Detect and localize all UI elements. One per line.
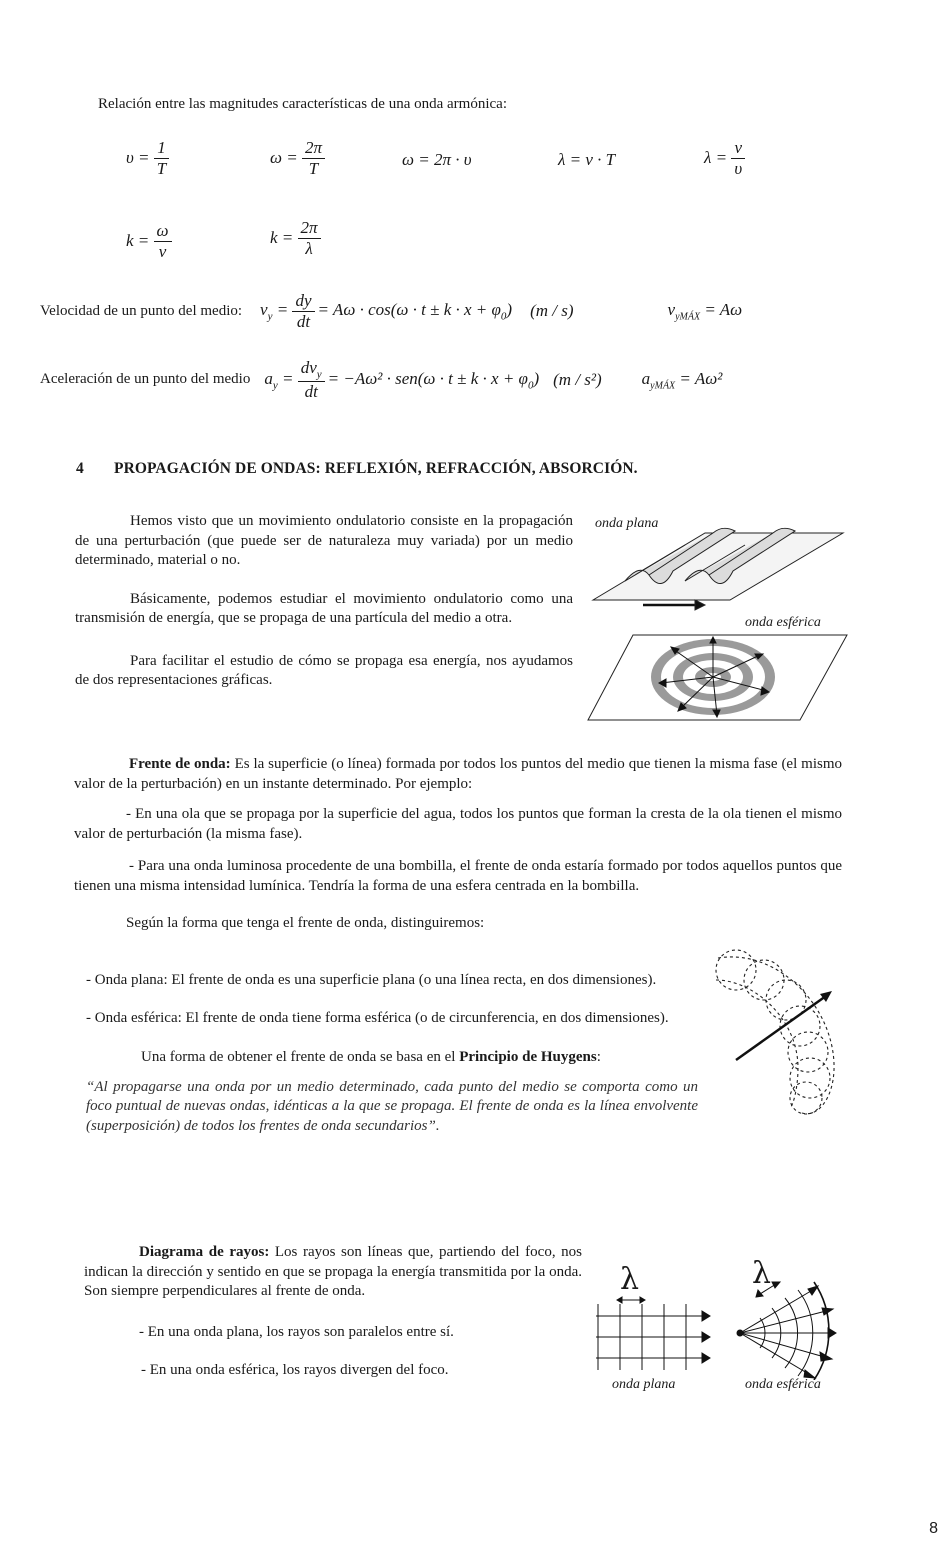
ray-diagrams bbox=[592, 1280, 854, 1380]
spherical-wave-figure bbox=[588, 635, 847, 720]
paragraph-3: Para facilitar el estudio de cómo se propaga esa energía, nos ayudamos de dos representaciones gráficas. bbox=[75, 652, 573, 688]
example-1: - En una ola que se propaga por la superficie del agua, todos los puntos que forman la cresta de la ola tienen el mismo valor de perturbación (la misma fase). bbox=[74, 806, 842, 842]
rayos-title: Diagrama de rayos: bbox=[139, 1244, 270, 1260]
rayos-section bbox=[84, 1243, 582, 1381]
formula-omega-frequency: ω = 2π · υ bbox=[402, 150, 472, 169]
rayos-esferica: - En una onda esférica, los rayos divergen del foco. bbox=[141, 1362, 449, 1378]
type-onda-plana: - Onda plana: El frente de onda es una superficie plana (o una línea recta, en dos dimensiones). bbox=[86, 972, 657, 988]
caption-onda-esferica-top: onda esférica bbox=[745, 615, 821, 630]
lambda-plana: λ bbox=[620, 1262, 640, 1297]
formula-k-omega: k = $\frac{\omega}{v}$ bbox=[126, 221, 172, 261]
frente-de-onda-section bbox=[74, 755, 842, 934]
huygens-quote: “Al propagarse una onda por un medio determinado, cada punto del medio se comporta como un foco puntual de nuevas ondas, idénticas a la que se propaga. El frente de onda es la línea envolvente (superposición) de todos los frentes de onda secundarios”. bbox=[86, 1078, 698, 1134]
caption-onda-esferica-bottom: onda esférica bbox=[745, 1377, 821, 1392]
intro-paragraphs bbox=[75, 512, 573, 691]
section-heading: 4 PROPAGACIÓN DE ONDAS: REFLEXIÓN, REFRACCIÓN, ABSORCIÓN. bbox=[76, 460, 638, 477]
caption-onda-plana-top: onda plana bbox=[595, 516, 659, 531]
plane-rays-figure bbox=[596, 1297, 710, 1370]
segun-paragraph: Según la forma que tenga el frente de onda, distinguiremos: bbox=[126, 915, 485, 931]
spherical-rays-figure bbox=[737, 1282, 836, 1380]
huygens-figure bbox=[708, 948, 843, 1120]
velocity-equation: Velocidad de un punto del medio: $v_y$ = $\frac{dy}{dt}$ = $A\omega \cdot \cos(\omega \cdot t \pm k \cdot x + \varphi_0)$ (m / s) $v_{yMÁX} = A\omega$ bbox=[40, 291, 743, 331]
rayos-plana: - En una onda plana, los rayos son paralelos entre sí. bbox=[139, 1323, 454, 1340]
paragraph-1: Hemos visto que un movimiento ondulatorio consiste en la propagación de una perturbación (que puede ser de naturaleza muy variada) por un medio determinado, material o no. bbox=[75, 513, 573, 568]
page-number: 8 bbox=[929, 1520, 938, 1537]
paragraph-2: Básicamente, podemos estudiar el movimiento ondulatorio como una transmisión de energía, que se propaga de una partícula del medio a otra. bbox=[75, 590, 573, 626]
formula-frequency: υ = $\frac{1}{T}$ bbox=[126, 138, 169, 178]
formula-lambda-vt: λ = v · T bbox=[558, 150, 616, 169]
frente-paragraph: Frente de onda: Es la superficie (o línea) formada por todos los puntos del medio que tienen la misma fase (el mismo valor de la perturbación) en un instante determinado. Por ejemplo: bbox=[74, 756, 842, 792]
plane-wave-figure bbox=[593, 528, 843, 610]
intro-text: Relación entre las magnitudes características de una onda armónica: bbox=[98, 96, 507, 112]
formula-k-lambda: k = $\frac{2\pi}{\lambda}$ bbox=[270, 218, 321, 258]
lambda-esferica: λ bbox=[752, 1256, 772, 1291]
wavefront-types bbox=[86, 971, 698, 1136]
acceleration-equation: Aceleración de un punto del medio $a_y$ = $\frac{dv_y}{dt}$ = $-A\omega^2 \cdot sen(\omega \cdot t \pm k \cdot x + \varphi_0)$ (m / s²) $a_{yMÁX} = A\omega^2$ bbox=[40, 358, 723, 402]
caption-onda-plana-bottom: onda plana bbox=[612, 1377, 676, 1392]
example-2: - Para una onda luminosa procedente de una bombilla, el frente de onda estaría formado por todos aquellos puntos que tienen una misma intensidad lumínica. Tendría la forma de una esfera centrada en la bombilla. bbox=[74, 858, 842, 894]
formula-lambda-vu: λ = $\frac{v}{\upsilon}$ bbox=[704, 138, 745, 178]
formula-omega-period: ω = $\frac{2\pi}{T}$ bbox=[270, 138, 325, 178]
wave-illustration bbox=[585, 505, 850, 725]
frente-title: Frente de onda: bbox=[129, 756, 231, 772]
type-onda-esferica: - Onda esférica: El frente de onda tiene forma esférica (o de circunferencia, en dos dimensiones). bbox=[86, 1009, 669, 1026]
huygens-intro: Una forma de obtener el frente de onda se basa en el Principio de Huygens: bbox=[141, 1049, 601, 1065]
rayos-paragraph: Diagrama de rayos: Los rayos son líneas que, partiendo del foco, nos indican la dirección y sentido en que se propaga la energía transmitida por la onda. Son siempre perpendiculares al frente de onda. bbox=[84, 1244, 582, 1299]
